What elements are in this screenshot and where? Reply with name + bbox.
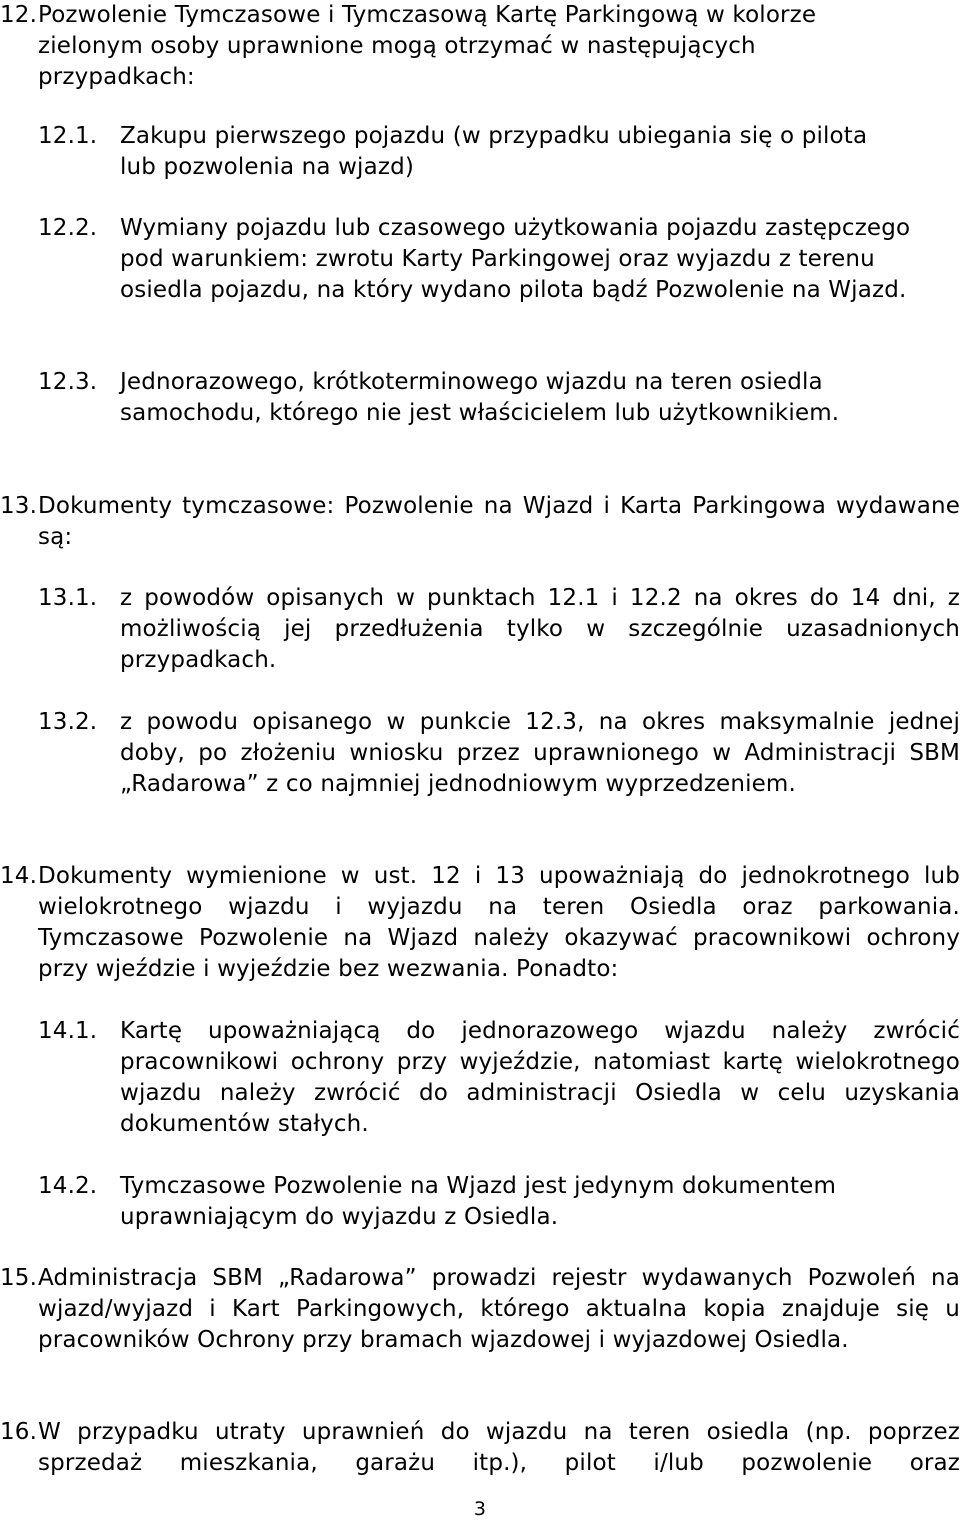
section-12-2-text: Wymiany pojazdu lub czasowego użytkowania pojazdu zastępczego pod warunkiem: zwrotu Karty Parkingowej oraz wyjazdu z terenu osiedla pojazdu, na który wydano pilota bądź Pozwolenie na Wjazd. xyxy=(120,215,911,303)
section-14-text: Dokumenty wymienione w ust. 12 i 13 upoważniają do jednokrotnego lub wielokrotnego wjazdu i wyjazdu na teren Osiedla oraz parkowania. Tymczasowe Pozwolenie na Wjazd należy okazywać pracownikowi ochrony przy wjeździe i wyjeździe bez wezwania. Ponadto: xyxy=(38,863,960,982)
section-12-1-number: 12.1. xyxy=(38,123,98,149)
section-16 xyxy=(0,1417,960,1479)
section-14 xyxy=(0,861,960,985)
section-12-1-text: Zakupu pierwszego pojazdu (w przypadku ubiegania się o pilota lub pozwolenia na wjazd) xyxy=(120,123,868,180)
section-12-3-number: 12.3. xyxy=(38,369,98,395)
section-12-2-number: 12.2. xyxy=(38,215,98,241)
section-15 xyxy=(0,1263,960,1356)
section-12-number: 12. xyxy=(0,2,38,28)
section-14-2-text: Tymczasowe Pozwolenie na Wjazd jest jedynym dokumentem uprawniającym do wyjazdu z Osiedla. xyxy=(120,1173,837,1230)
section-14-2-number: 14.2. xyxy=(38,1173,98,1199)
section-12-3-text: Jednorazowego, krótkoterminowego wjazdu na teren osiedla samochodu, którego nie jest właścicielem lub użytkownikiem. xyxy=(120,369,840,426)
section-16-text: W przypadku utraty uprawnień do wjazdu na teren osiedla (np. poprzez sprzedaż mieszkania, garażu itp.), pilot i/lub pozwolenie oraz xyxy=(38,1419,960,1476)
section-12 xyxy=(0,0,960,93)
section-14-1-text: Kartę upoważniającą do jednorazowego wjazdu należy zwrócić pracownikowi ochrony przy wyjeździe, natomiast kartę wielokrotnego wjazdu należy zwrócić do administracji Osiedla w celu uzyskania dokumentów stałych. xyxy=(120,1018,960,1137)
section-14-1 xyxy=(38,1016,960,1140)
section-12-3 xyxy=(38,367,960,429)
section-13-2-number: 13.2. xyxy=(38,709,98,735)
section-13-2 xyxy=(38,707,960,800)
section-13-number: 13. xyxy=(0,493,38,519)
section-13 xyxy=(0,491,960,553)
section-14-2 xyxy=(38,1171,960,1233)
section-16-number: 16. xyxy=(0,1419,38,1445)
section-13-1 xyxy=(38,583,960,676)
section-14-number: 14. xyxy=(0,863,38,889)
section-13-text: Dokumenty tymczasowe: Pozwolenie na Wjazd i Karta Parkingowa wydawane są: xyxy=(38,493,960,550)
section-13-1-number: 13.1. xyxy=(38,585,98,611)
section-14-1-number: 14.1. xyxy=(38,1018,98,1044)
section-13-2-text: z powodu opisanego w punkcie 12.3, na okres maksymalnie jednej doby, po złożeniu wniosku przez uprawnionego w Administracji SBM „Radarowa” z co najmniej jednodniowym wyprzedzeniem. xyxy=(120,709,960,797)
section-12-2 xyxy=(38,213,960,306)
section-13-1-text: z powodów opisanych w punktach 12.1 i 12.2 na okres do 14 dni, z możliwością jej przedłużenia tylko w szczególnie uzasadnionych przypadkach. xyxy=(120,585,960,673)
section-15-text: Administracja SBM „Radarowa” prowadzi rejestr wydawanych Pozwoleń na wjazd/wyjazd i Kart Parkingowych, którego aktualna kopia znajduje się u pracowników Ochrony przy bramach wjazdowej i wyjazdowej Osiedla. xyxy=(38,1265,960,1353)
page-number: 3 xyxy=(473,1498,487,1520)
section-12-text: Pozwolenie Tymczasowe i Tymczasową Kartę Parkingową w kolorze zielonym osoby uprawnione mogą otrzymać w następujących przypadkach: xyxy=(38,2,817,90)
section-12-1 xyxy=(38,121,960,183)
section-15-number: 15. xyxy=(0,1265,38,1291)
